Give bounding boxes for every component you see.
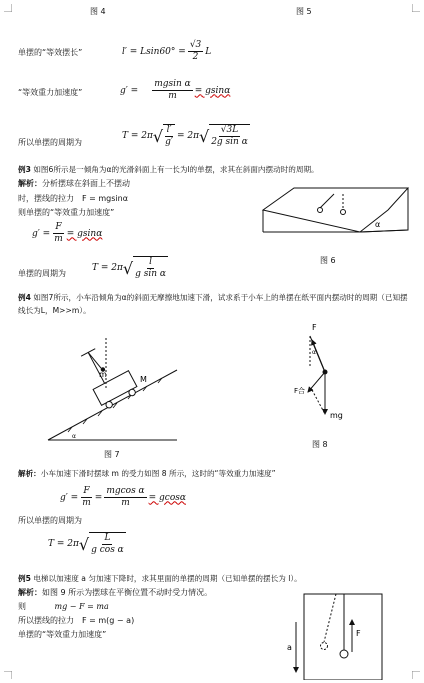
problem-text: 电梯以加速度 a 匀加速下降时，求其里面的单摆的周期（已知单摆的摆长为 l）。 <box>33 574 302 583</box>
analysis-text: 小车加速下滑时摆球 m 的受力如图 8 所示，这时的“等效重力加速度” <box>40 469 276 478</box>
formula-lhs: g′ = <box>120 85 139 96</box>
fraction <box>188 40 203 63</box>
fraction <box>52 222 65 245</box>
fraction-numerator: mgsin α <box>154 79 191 89</box>
equivalent-length-formula <box>122 40 211 63</box>
fraction-numerator: F <box>55 222 62 232</box>
fraction-denominator: g cos α <box>91 545 124 555</box>
fraction-numerator: √3 <box>189 40 202 50</box>
example3-tension: 时，摆线的拉力 F = mgsinα <box>18 194 128 203</box>
figure-caption: 图 6 <box>320 256 336 265</box>
formula-lhs: T = 2π <box>92 263 123 273</box>
equivalent-length-label: 单摆的“等效摆长” <box>18 48 83 57</box>
formula-mid: = 2π <box>176 131 199 141</box>
analysis-text: 分析摆球在斜面上不摆动 <box>42 179 130 188</box>
example3-period-formula <box>92 256 170 280</box>
example-title: 例3 <box>18 165 31 174</box>
example5-equation <box>18 601 109 612</box>
fraction <box>104 486 146 509</box>
fraction <box>152 79 193 102</box>
figure-6-incline-diagram <box>258 180 413 242</box>
example3-analysis <box>18 178 130 189</box>
figure-caption: 图 7 <box>104 450 120 459</box>
bob-mass-label: m <box>99 370 107 379</box>
example-title: 例4 <box>18 293 31 302</box>
equation-body: mg − F = ma <box>54 602 109 611</box>
figure-9-elevator-diagram <box>278 592 388 680</box>
crop-mark-top-right <box>412 4 420 12</box>
formula-rhs: = gcosα <box>148 492 186 503</box>
crop-mark-bottom-right <box>412 671 420 679</box>
fraction <box>133 256 168 280</box>
resultant-arrow <box>308 372 325 392</box>
figure-caption: 图 4 <box>90 7 106 16</box>
tension-arrow <box>312 340 325 372</box>
formula-lhs: T = 2π <box>122 131 153 141</box>
formula-mid: = <box>94 492 103 503</box>
example3-gravity-formula <box>32 222 102 245</box>
fraction <box>89 532 126 556</box>
crop-mark-bottom-left <box>4 671 12 679</box>
period-label: 所以单摆的周期为 <box>18 138 82 147</box>
formula-tail: L <box>205 46 212 57</box>
tension-label: F <box>356 629 361 638</box>
fraction-numerator: l <box>149 257 152 267</box>
equivalent-gravity-label: “等效重力加速度” <box>18 88 83 97</box>
radical-sign: √ <box>152 126 164 146</box>
example4-problem <box>18 291 413 317</box>
fraction-denominator: m <box>168 91 177 101</box>
example5-problem <box>18 573 302 584</box>
fraction-numerator: F <box>83 486 90 496</box>
formula-lhs: g′ = <box>32 228 51 239</box>
example4-gravity-formula <box>60 486 186 509</box>
fraction-denominator: 2g sin α <box>211 137 248 147</box>
radical-sign: √ <box>198 126 210 146</box>
analysis-text: 如图 9 所示为摆球在平衡位置不动时受力情况。 <box>42 588 213 597</box>
alpha-label: α <box>375 220 381 229</box>
figure-8-force-diagram <box>290 318 370 430</box>
fraction <box>163 124 175 148</box>
example4-period-label: 所以单摆的周期为 <box>18 516 82 525</box>
fraction <box>209 124 250 148</box>
example4-period-formula <box>48 532 128 556</box>
figure-caption: 图 5 <box>296 7 312 16</box>
fraction-denominator: m <box>82 498 91 508</box>
formula-rhs: = gsinα <box>66 228 103 239</box>
example3-period-label: 单摆的周期为 <box>18 269 66 278</box>
example5-analysis <box>18 587 212 598</box>
example5-tension: 所以摆线的拉力 F = m(g − a) <box>18 616 135 625</box>
fraction-denominator: 2 <box>192 52 199 62</box>
fraction-denominator: g sin α <box>135 269 166 279</box>
equivalent-gravity-formula <box>120 79 230 102</box>
radical-sign: √ <box>78 534 90 554</box>
tension-label: F <box>312 323 317 332</box>
alpha-label: α <box>312 349 316 356</box>
formula-lhs: T = 2π <box>48 539 79 549</box>
radical-sign: √ <box>122 258 134 278</box>
fraction-numerator: l′ <box>166 125 172 135</box>
formula-rhs: = gsinα <box>194 85 231 96</box>
fraction-denominator: g′ <box>165 137 173 147</box>
cart-mass-label: M <box>140 375 147 384</box>
fraction <box>80 486 93 509</box>
alpha-label: α <box>72 433 76 440</box>
period-formula <box>122 124 252 148</box>
equation-prefix: 则 <box>18 602 26 611</box>
acceleration-label: a <box>287 643 292 652</box>
gravity-label: mg <box>330 411 343 420</box>
analysis-label: 解析： <box>18 588 42 597</box>
figure-caption: 图 8 <box>312 440 328 449</box>
analysis-label: 解析： <box>18 469 41 478</box>
example4-analysis <box>18 468 276 479</box>
analysis-label: 解析： <box>18 179 42 188</box>
problem-text: 如图7所示，小车沿倾角为α的斜面无摩擦地加速下滑，试求系于小车上的单摆在纸平面内摆动时的周期（已知摆线长为L，M>>m）。 <box>18 293 408 315</box>
example-title: 例5 <box>18 574 31 583</box>
example3-problem <box>18 163 418 176</box>
example3-gravity-intro: 则单摆的“等效重力加速度” <box>18 208 115 217</box>
example5-gravity-intro: 单摆的“等效重力加速度” <box>18 630 107 639</box>
formula-lhs: l′ = Lsin60° = <box>122 46 186 57</box>
fraction-numerator: mgcos α <box>106 486 145 496</box>
figure-7-cart-on-incline <box>42 330 182 445</box>
resultant-label: F合 <box>294 387 306 395</box>
fraction-denominator: m <box>121 498 130 508</box>
fraction-denominator: m <box>54 234 63 244</box>
fraction-numerator: L <box>104 533 111 543</box>
crop-mark-top-left <box>4 4 12 12</box>
formula-lhs: g′ = <box>60 492 79 503</box>
fraction-numerator: √3L <box>220 125 239 135</box>
problem-text: 如图6所示是一倾角为α的光滑斜面上有一长为l的单摆，求其在斜面内摆动时的周期。 <box>33 165 319 174</box>
